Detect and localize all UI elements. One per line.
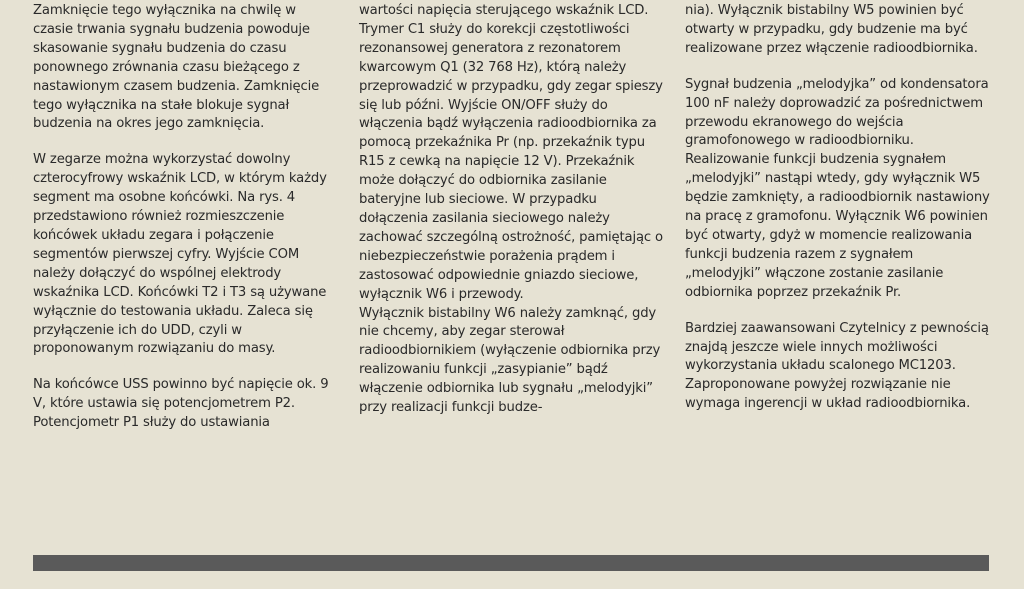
paragraph: Trymer C1 służy do korekcji częstotliwości rezonansowej generatora z rezonatorem kwarcowym Q1 (32 768 Hz), którą należy przeprowadzić w przypadku, gdy zegar spieszy się lub późni. Wyjście ON/OFF służy do włączenia bądź wyłączenia radioodbiornika za pomocą przekaźnika Pr (np. przekaźnik typu R15 z cewką na napięcie 12 V). Przekaźnik może dołączyć do odbiornika zasilanie bateryjne lub sieciowe. W przypadku dołączenia zasilania sieciowego należy zachować szczególną ostrożność, pamiętając o niebezpieczeństwie porażenia prądem i zastosować odpowiednie gniazdo sieciowe, wyłącznik W6 i przewody. — [359, 21, 663, 302]
paragraph: wartości napięcia sterującego wskaźnik LCD. — [359, 3, 649, 18]
paragraph: Na końcówce USS powinno być napięcie ok. 9 V, które ustawia się potencjometrem P2. Potencjometr P1 służy do ustawiania — [33, 377, 329, 431]
paragraph: W zegarze można wykorzystać dowolny czterocyfrowy wskaźnik LCD, w którym każdy segment ma osobne końcówki. Na rys. 4 przedstawiono również rozmieszczenie końcówek układu zegara i połączenie segmentów pierwszej cyfry. Wyjście COM należy dołączyć do wspólnej elektrody wskaźnika LCD. Końcówki T2 i T3 są używane wyłącznie do testowania układu. Zaleca się przyłączenie ich do UDD, czyli w proponowanym rozwiązaniu do masy. — [33, 152, 327, 357]
text-column-2 — [359, 2, 667, 418]
text-column-3 — [685, 2, 990, 414]
paragraph: nia). Wyłącznik bistabilny W5 powinien być otwarty w przypadku, gdy budzenie ma być realizowane przez włączenie radioodbiornika. — [685, 3, 978, 56]
paragraph: Zamknięcie tego wyłącznika na chwilę w czasie trwania sygnału budzenia powoduje skasowanie sygnału budzenia do czasu ponownego zrównania czasu bieżącego z nastawionym czasem budzenia. Zamknięcie tego wyłącznika na stałe blokuje sygnał budzenia na okres jego zamknięcia. — [33, 3, 320, 132]
paragraph: Bardziej zaawansowani Czytelnicy z pewnością znajdą jeszcze wiele innych możliwości wykorzystania układu scalonego MC1203. Zaproponowane powyżej rozwiązanie nie wymaga ingerencji w układ radioodbiornika. — [685, 320, 989, 412]
paragraph: Sygnał budzenia „melodyjka” od kondensatora 100 nF należy doprowadzić za pośrednictwem przewodu ekranowego do wejścia gramofonowego w radioodbiorniku. Realizowanie funkcji budzenia sygnałem „melodyjki” nastąpi wtedy, gdy wyłącznik W5 będzie zamknięty, a radioodbiornik nastawiony na pracę z gramofonu. Wyłącznik W6 powinien być otwarty, gdyż w momencie realizowania funkcji budzenia razem z sygnałem „melodyjki” włączone zostanie zasilanie odbiornika poprzez przekaźnik Pr. — [685, 76, 990, 300]
paragraph: Wyłącznik bistabilny W6 należy zamknąć, gdy nie chcemy, aby zegar sterował radioodbiornikiem (wyłączenie odbiornika przy realizowaniu funkcji „zasypianie” bądź włączenie odbiornika lub sygnału „melodyjki” przy realizacji funkcji budze- — [359, 305, 661, 416]
text-column-1 — [33, 2, 339, 433]
bottom-divider-bar — [33, 555, 989, 571]
